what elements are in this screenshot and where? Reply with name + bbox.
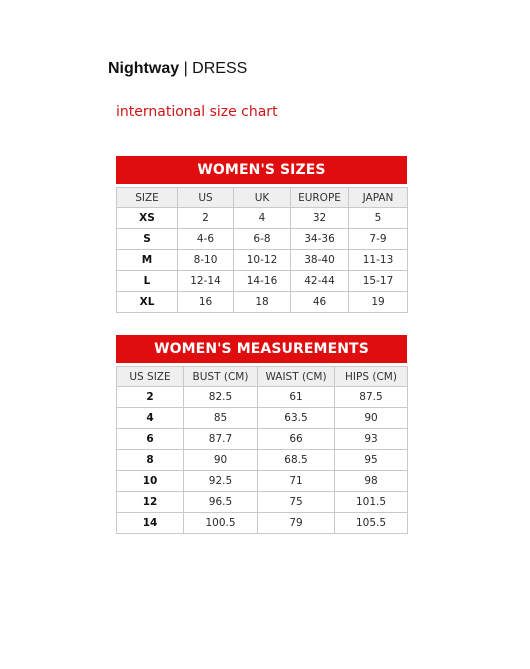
size-cell: 4: [117, 408, 184, 429]
size-cell: L: [117, 271, 178, 292]
size-cell: 10: [117, 471, 184, 492]
column-header: US: [178, 188, 234, 208]
value-cell: 79: [258, 513, 335, 534]
size-cell: M: [117, 250, 178, 271]
value-cell: 32: [291, 208, 349, 229]
brand-name: Nightway: [108, 60, 180, 77]
value-cell: 5: [349, 208, 408, 229]
womens-measurements-title: WOMEN'S MEASUREMENTS: [116, 335, 407, 363]
womens-sizes-table: [116, 187, 408, 313]
table-row: [117, 250, 408, 271]
value-cell: 11-13: [349, 250, 408, 271]
value-cell: 2: [178, 208, 234, 229]
table-row: [117, 387, 408, 408]
brand-separator: |: [179, 60, 193, 77]
value-cell: 95: [335, 450, 408, 471]
value-cell: 15-17: [349, 271, 408, 292]
column-header: EUROPE: [291, 188, 349, 208]
table-row: [117, 292, 408, 313]
size-cell: 14: [117, 513, 184, 534]
value-cell: 4: [234, 208, 291, 229]
size-cell: S: [117, 229, 178, 250]
womens-measurements-section: [116, 335, 407, 534]
value-cell: 87.5: [335, 387, 408, 408]
column-header: BUST (CM): [184, 367, 258, 387]
size-cell: 8: [117, 450, 184, 471]
value-cell: 92.5: [184, 471, 258, 492]
value-cell: 98: [335, 471, 408, 492]
product-category: DRESS: [192, 60, 248, 77]
column-header: HIPS (CM): [335, 367, 408, 387]
value-cell: 90: [184, 450, 258, 471]
value-cell: 42-44: [291, 271, 349, 292]
size-cell: 2: [117, 387, 184, 408]
table-row: [117, 408, 408, 429]
size-cell: 12: [117, 492, 184, 513]
value-cell: 93: [335, 429, 408, 450]
table-row: [117, 208, 408, 229]
value-cell: 18: [234, 292, 291, 313]
table-header-row: [117, 367, 408, 387]
value-cell: 19: [349, 292, 408, 313]
value-cell: 10-12: [234, 250, 291, 271]
value-cell: 82.5: [184, 387, 258, 408]
value-cell: 68.5: [258, 450, 335, 471]
value-cell: 6-8: [234, 229, 291, 250]
brand-header: [108, 60, 247, 78]
value-cell: 66: [258, 429, 335, 450]
value-cell: 75: [258, 492, 335, 513]
value-cell: 87.7: [184, 429, 258, 450]
value-cell: 61: [258, 387, 335, 408]
size-cell: XS: [117, 208, 178, 229]
womens-measurements-table: [116, 366, 408, 534]
value-cell: 90: [335, 408, 408, 429]
value-cell: 12-14: [178, 271, 234, 292]
column-header: UK: [234, 188, 291, 208]
table-row: [117, 450, 408, 471]
womens-sizes-section: [116, 156, 407, 313]
table-row: [117, 513, 408, 534]
column-header: SIZE: [117, 188, 178, 208]
column-header: JAPAN: [349, 188, 408, 208]
table-header-row: [117, 188, 408, 208]
table-row: [117, 429, 408, 450]
value-cell: 85: [184, 408, 258, 429]
value-cell: 100.5: [184, 513, 258, 534]
value-cell: 16: [178, 292, 234, 313]
table-row: [117, 492, 408, 513]
value-cell: 63.5: [258, 408, 335, 429]
page-subtitle: international size chart: [116, 104, 278, 120]
size-cell: XL: [117, 292, 178, 313]
table-row: [117, 229, 408, 250]
value-cell: 7-9: [349, 229, 408, 250]
value-cell: 14-16: [234, 271, 291, 292]
value-cell: 105.5: [335, 513, 408, 534]
value-cell: 8-10: [178, 250, 234, 271]
size-cell: 6: [117, 429, 184, 450]
table-row: [117, 471, 408, 492]
value-cell: 96.5: [184, 492, 258, 513]
value-cell: 101.5: [335, 492, 408, 513]
column-header: WAIST (CM): [258, 367, 335, 387]
value-cell: 46: [291, 292, 349, 313]
value-cell: 38-40: [291, 250, 349, 271]
column-header: US SIZE: [117, 367, 184, 387]
table-row: [117, 271, 408, 292]
value-cell: 4-6: [178, 229, 234, 250]
value-cell: 34-36: [291, 229, 349, 250]
value-cell: 71: [258, 471, 335, 492]
womens-sizes-title: WOMEN'S SIZES: [116, 156, 407, 184]
